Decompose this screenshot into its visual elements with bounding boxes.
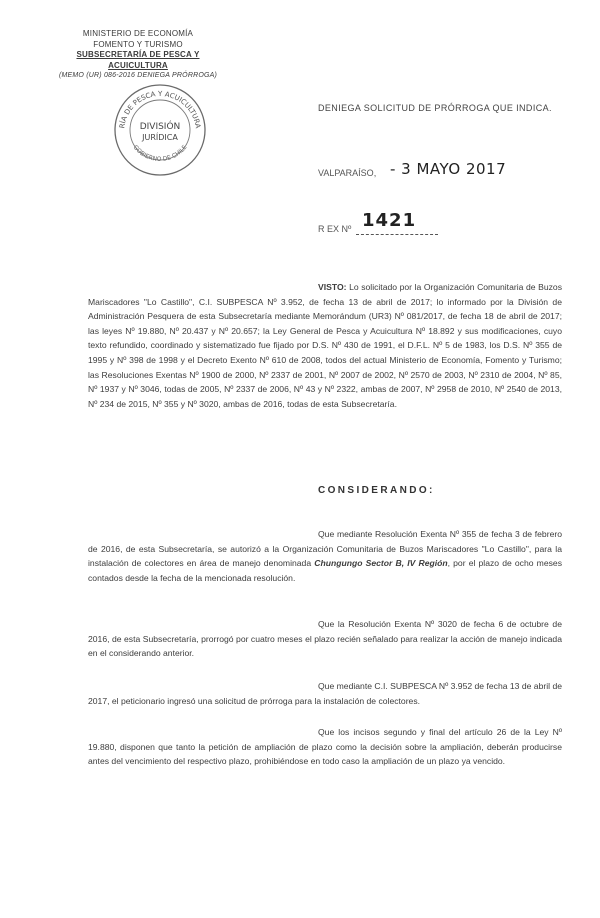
p4-text: Que los incisos segundo y final del artículo 26 de la Ley Nº 19.880, disponen que tanto la petición de ampliación de plazo como la decisión sobre la ampliación, deberán producirse antes del vencimiento del respectivo plazo, prohibiéndose en todo caso la ampliación de un plazo ya vencido. <box>88 727 562 767</box>
rex-number: 1421 <box>362 210 417 231</box>
rex-label: R EX Nº <box>318 224 352 234</box>
visto-label: VISTO: <box>318 282 347 292</box>
considerando-paragraph-1 <box>88 527 562 585</box>
visto-paragraph <box>88 280 562 411</box>
considerando-paragraph-2 <box>88 617 562 661</box>
ministry-line: MINISTERIO DE ECONOMÍA <box>82 29 194 38</box>
date-line <box>318 160 558 184</box>
p2-text: Que la Resolución Exenta Nº 3020 de fecha 6 de octubre de 2016, de esta Subsecretaría, prorrogó por cuatro meses el plazo recién señalado para realizar la acción de manejo indicada en el considerando anterior. <box>88 619 562 659</box>
ministry-subline: FOMENTO Y TURISMO <box>93 39 183 49</box>
stamp-ring-text-bottom: GOBIERNO DE CHILE <box>131 143 189 163</box>
document-subject: DENIEGA SOLICITUD DE PRÓRROGA QUE INDICA. <box>318 103 552 113</box>
p3-text: Que mediante C.I. SUBPESCA Nº 3.952 de fecha 13 de abril de 2017, el peticionario ingresó una solicitud de prórroga para la instalación de colectores. <box>88 681 562 706</box>
p1-text-a: Que mediante Resolución Exenta Nº 355 de fecha 3 de febrero de 2016, de esta Subsecretaría, se autorizó a la Organización Comunitaria de Buzos Mariscadores "Lo Castillo", para la instalación de colectores en área de manejo denominada <box>88 529 562 569</box>
stamp-center-line1: DIVISIÓN <box>139 122 181 132</box>
letterhead <box>48 29 228 82</box>
resolution-number-line <box>318 210 458 240</box>
division-stamp <box>110 80 210 180</box>
stamp-center-line2: JURÍDICA <box>142 133 178 142</box>
considerando-paragraph-4 <box>88 725 562 769</box>
date-stamp: - 3 MAYO 2017 <box>390 160 507 178</box>
stamp-ring-text-top: RÍA DE PESCA Y ACUICULTURA <box>118 89 202 129</box>
p1-area-name: Chungungo Sector B, IV Región <box>314 558 448 569</box>
place-label: VALPARAÍSO, <box>318 168 377 178</box>
p1-text-b: , por el plazo de ocho meses contados desde la fecha de la mencionada resolución. <box>88 558 562 583</box>
memo-reference: (MEMO (UR) 086-2016 DENIEGA PRÓRROGA) <box>58 72 218 79</box>
visto-text: Lo solicitado por la Organización Comunitaria de Buzos Mariscadores "Lo Castillo", C.I. SUBPESCA Nº 3.952, de fecha 13 de abril de 2017; lo informado por la División de Administración Pesquera de esta Subsecretaría mediante Memorándum (UR3) Nº 081/2017, de fecha 18 de abril de 2017; las leyes Nº 19.880, Nº 20.437 y Nº 20.657; la Ley General de Pesca y Acuicultura Nº 18.892 y sus modificaciones, cuyo texto refundido, coordinado y sistematizado fue fijado por D.S. Nº 430 de 1991, el D.F.L. Nº 5 de 1983, los D.S. Nº 355 de 1995 y Nº 398 de 1998 y el Decreto Exento Nº 610 de 2008, todos del actual Ministerio de Economía, Fomento y Turismo; las Resoluciones Exentas Nº 1900 de 2000, Nº 2337 de 2001, Nº 2007 de 2002, Nº 2570 de 2003, Nº 2310 de 2004, Nº 85, Nº 1937 y Nº 3046, todas de 2005, Nº 2337 de 2006, Nº 43 y Nº 2322, ambas de 2007, Nº 2958 de 2010, Nº 2540 de 2013, Nº 234 de 2015, Nº 355 y Nº 3020, ambas de 2016, todas de esta Subsecretaría. <box>88 282 562 409</box>
considerando-heading: CONSIDERANDO: <box>318 485 435 496</box>
rex-blank-line <box>356 234 438 235</box>
subsecretariat-line: SUBSECRETARÍA DE PESCA Y ACUICULTURA <box>76 50 200 70</box>
considerando-paragraph-3 <box>88 679 562 708</box>
